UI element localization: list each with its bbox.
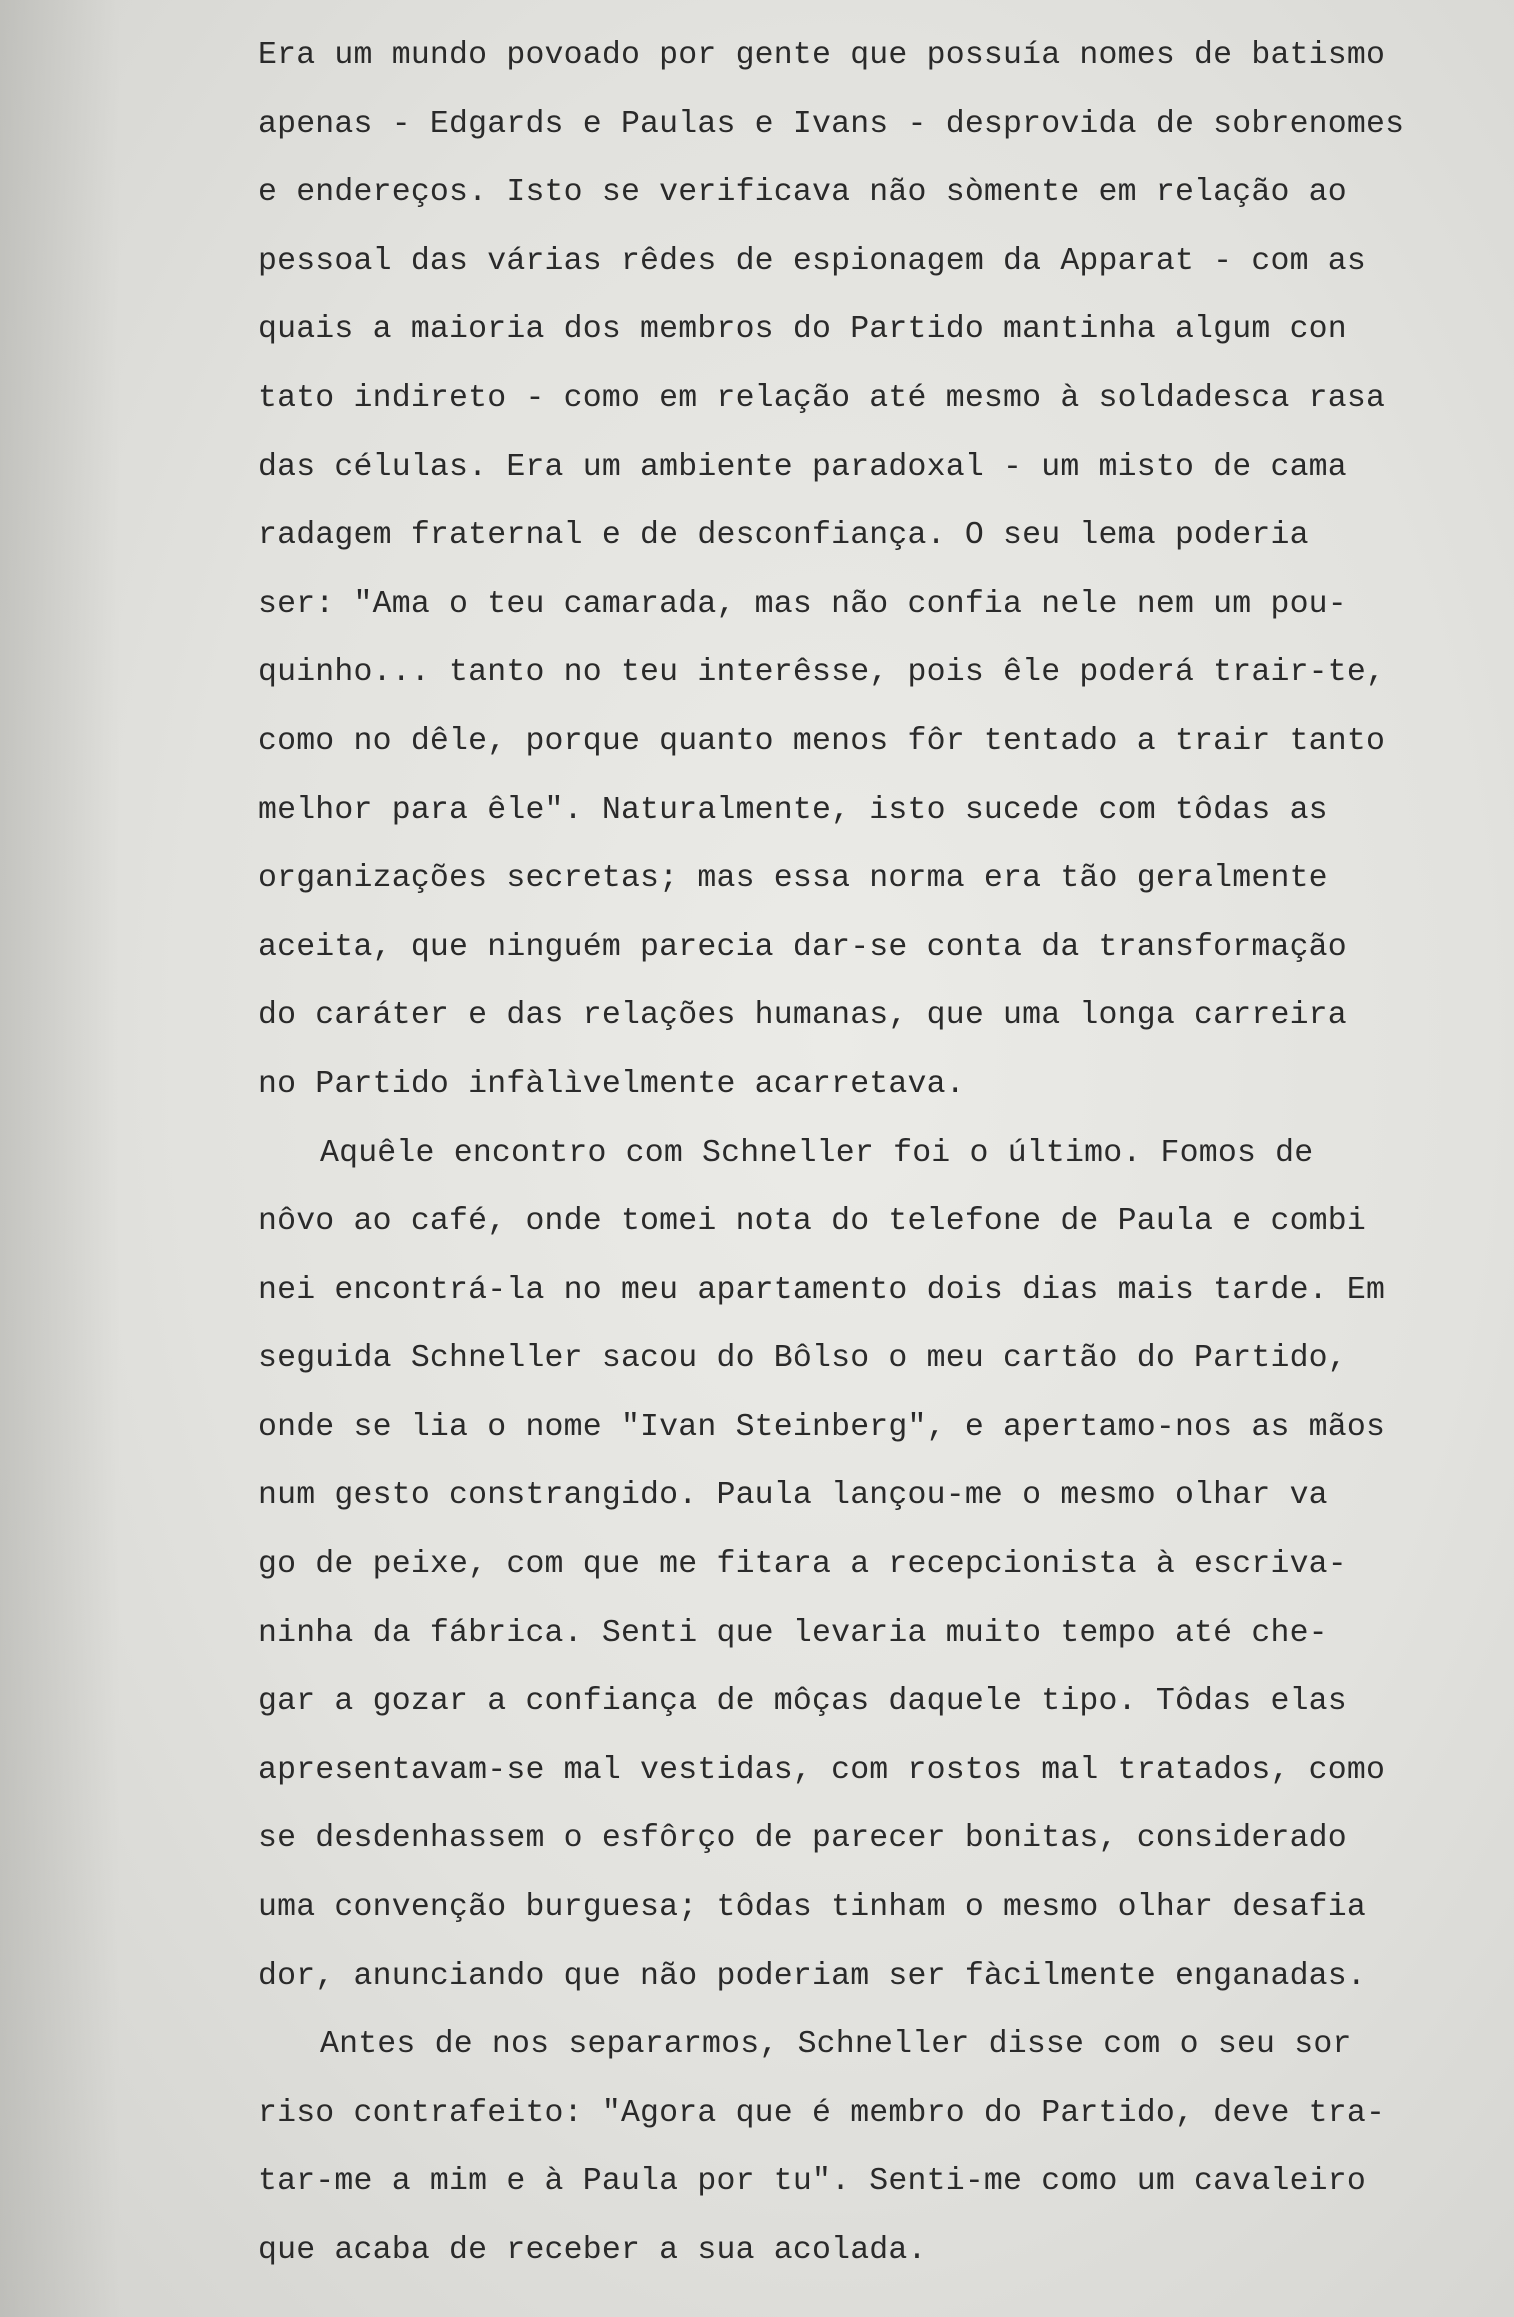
text-line: tar-me a mim e à Paula por tu". Senti-me como um cavaleiro: [258, 2164, 1366, 2200]
text-line: go de peixe, com que me fitara a recepcionista à escriva-: [258, 1547, 1347, 1583]
page-edge-shadow: [0, 0, 120, 2317]
typewritten-text-block: [258, 22, 1478, 2286]
text-line: apresentavam-se mal vestidas, com rostos mal tratados, como: [258, 1752, 1386, 1788]
text-line: no Partido infàlìvelmente acarretava.: [258, 1066, 965, 1102]
text-line: Era um mundo povoado por gente que possuía nomes de batismo: [258, 38, 1386, 73]
text-line: como no dêle, porque quanto menos fôr tentado a trair tanto: [258, 723, 1386, 759]
paragraph-first-line: Antes de nos separarmos, Schneller disse com o seu sor: [320, 2027, 1352, 2063]
text-line: tato indireto - como em relação até mesmo à soldadesca rasa: [258, 380, 1386, 416]
text-line: do caráter e das relações humanas, que uma longa carreira: [258, 998, 1347, 1034]
text-line: apenas - Edgards e Paulas e Ivans - desprovida de sobrenomes: [258, 106, 1405, 142]
text-line: quinho... tanto no teu interêsse, pois êle poderá trair-te,: [258, 655, 1386, 691]
text-line: ninha da fábrica. Senti que levaria muito tempo até che-: [258, 1615, 1328, 1651]
text-line: das células. Era um ambiente paradoxal - um misto de cama: [258, 449, 1347, 485]
text-line: e endereços. Isto se verificava não sòmente em relação ao: [258, 175, 1347, 211]
text-line: dor, anunciando que não poderiam ser fàcilmente enganadas.: [258, 1958, 1366, 1994]
text-line: aceita, que ninguém parecia dar-se conta da transformação: [258, 929, 1347, 965]
text-line: organizações secretas; mas essa norma era tão geralmente: [258, 861, 1328, 897]
text-line: melhor para êle". Naturalmente, isto sucede com tôdas as: [258, 792, 1328, 828]
text-line: se desdenhassem o esfôrço de parecer bonitas, considerado: [258, 1821, 1347, 1857]
text-line: pessoal das várias rêdes de espionagem da Apparat - com as: [258, 243, 1366, 279]
text-line: radagem fraternal e de desconfiança. O seu lema poderia: [258, 518, 1309, 554]
text-line: ser: "Ama o teu camarada, mas não confia nele nem um pou-: [258, 586, 1347, 622]
text-line: onde se lia o nome "Ivan Steinberg", e apertamo-nos as mãos: [258, 1409, 1386, 1445]
text-line: que acaba de receber a sua acolada.: [258, 2233, 927, 2268]
text-line: nei encontrá-la no meu apartamento dois dias mais tarde. Em: [258, 1272, 1386, 1308]
text-line: gar a gozar a confiança de môças daquele tipo. Tôdas elas: [258, 1684, 1347, 1720]
text-line: uma convenção burguesa; tôdas tinham o mesmo olhar desafia: [258, 1890, 1366, 1926]
text-line: nôvo ao café, onde tomei nota do telefone de Paula e combi: [258, 1204, 1366, 1240]
text-line: quais a maioria dos membros do Partido mantinha algum con: [258, 312, 1347, 348]
text-line: num gesto constrangido. Paula lançou-me o mesmo olhar va: [258, 1478, 1328, 1514]
paragraph-first-line: Aquêle encontro com Schneller foi o último. Fomos de: [320, 1135, 1314, 1171]
text-line: riso contrafeito: "Agora que é membro do Partido, deve tra-: [258, 2095, 1386, 2131]
text-line: seguida Schneller sacou do Bôlso o meu cartão do Partido,: [258, 1341, 1347, 1377]
